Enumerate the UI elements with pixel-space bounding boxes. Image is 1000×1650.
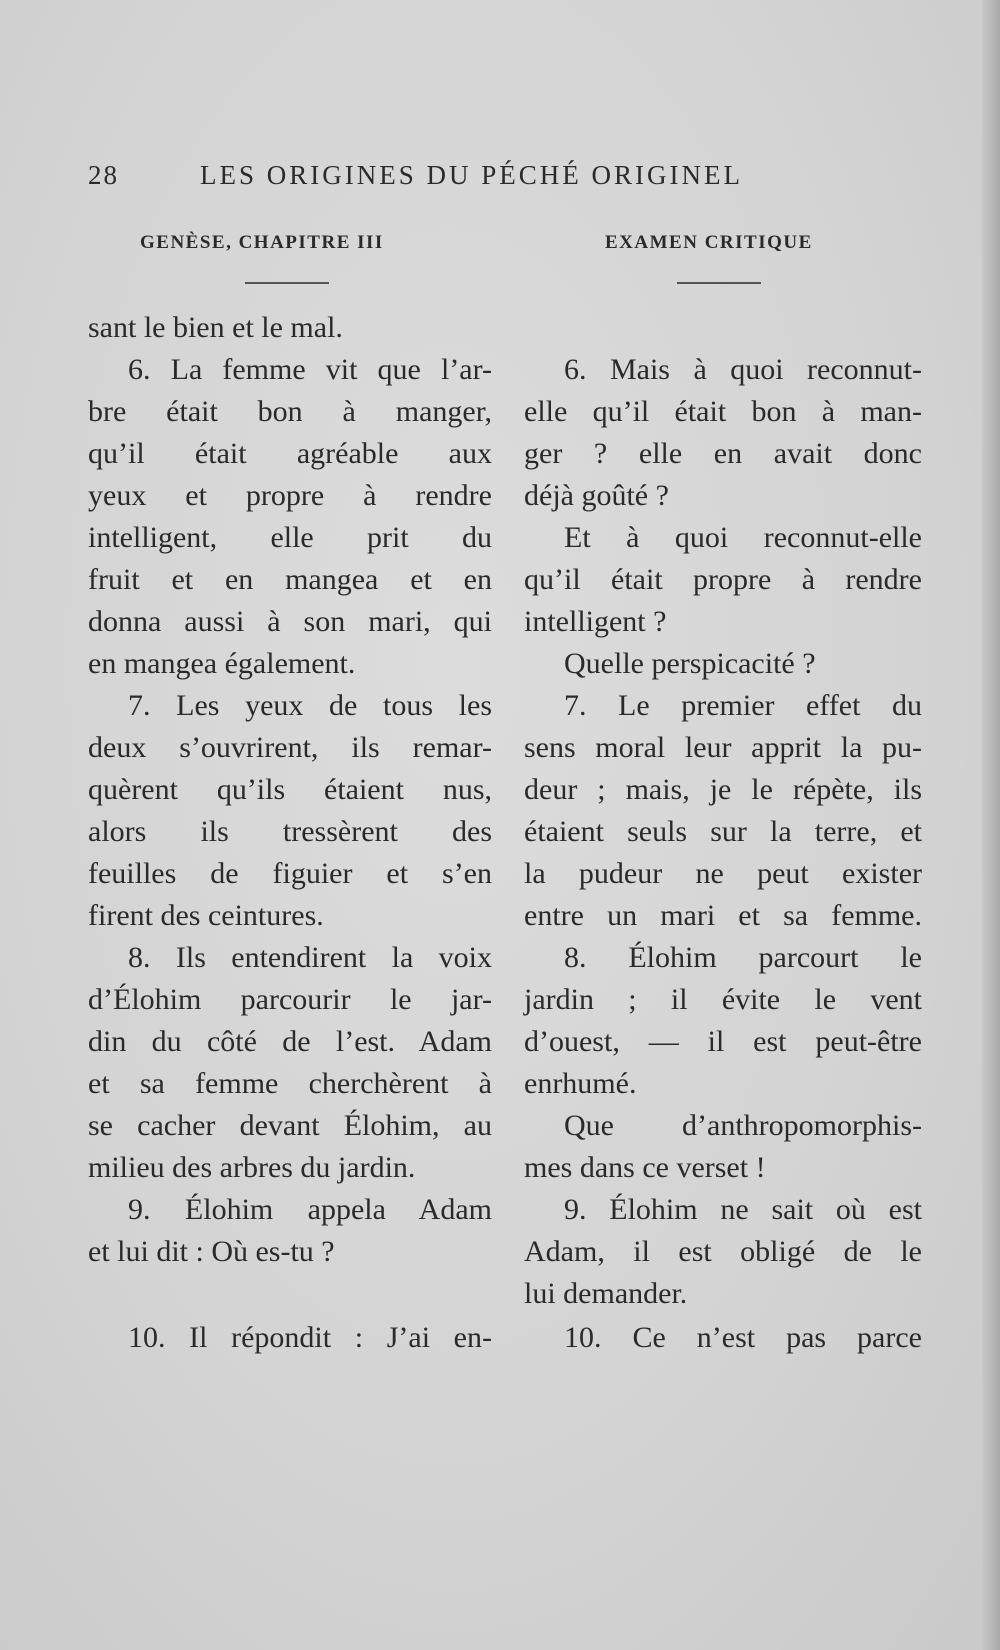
- text-line: enrhumé.: [524, 1067, 637, 1100]
- text-line: 9. Élohim ne sait où est: [564, 1193, 922, 1226]
- running-title: LES ORIGINES DU PÉCHÉ ORIGINEL: [200, 160, 743, 190]
- text-line: firent des ceintures.: [88, 899, 324, 932]
- text-line: Que d’anthropomorphis-: [564, 1109, 922, 1142]
- text-line: bre était bon à manger,: [88, 395, 492, 428]
- text-line: intelligent, elle prit du: [88, 521, 492, 554]
- text-line: 8. Ils entendirent la voix: [128, 941, 492, 974]
- text-line: déjà goûté ?: [524, 479, 669, 512]
- page-edge: [982, 0, 1000, 1650]
- page-number: 28: [88, 160, 119, 190]
- text-line: 10. Il répondit : J’ai en-: [128, 1321, 492, 1354]
- text-line: donna aussi à son mari, qui: [88, 605, 492, 638]
- text-line: deux s’ouvrirent, ils remar-: [88, 731, 492, 764]
- running-head: [88, 160, 808, 200]
- text-line: et sa femme cherchèrent à: [88, 1067, 492, 1100]
- text-line: 7. Les yeux de tous les: [128, 689, 492, 722]
- text-line: intelligent ?: [524, 605, 667, 638]
- text-line: 9. Élohim appela Adam: [128, 1193, 492, 1226]
- text-line: mes dans ce verset !: [524, 1151, 766, 1184]
- text-line: Quelle perspicacité ?: [564, 647, 816, 680]
- text-line: yeux et propre à rendre: [88, 479, 492, 512]
- text-line: Et à quoi reconnut-elle: [564, 521, 922, 554]
- text-line: 7. Le premier effet du: [564, 689, 922, 722]
- text-line: d’ouest, — il est peut-être: [524, 1025, 922, 1058]
- text-line: alors ils tressèrent des: [88, 815, 492, 848]
- text-line: Adam, il est obligé de le: [524, 1235, 922, 1268]
- text-line: sant le bien et le mal.: [88, 311, 343, 344]
- text-line: elle qu’il était bon à man-: [524, 395, 922, 428]
- text-line: et lui dit : Où es-tu ?: [88, 1235, 335, 1268]
- text-line: lui demander.: [524, 1277, 688, 1310]
- text-line: d’Élohim parcourir le jar-: [88, 983, 492, 1016]
- text-line: qu’il était agréable aux: [88, 437, 492, 470]
- text-line: en mangea également.: [88, 647, 356, 680]
- text-line: étaient seuls sur la terre, et: [524, 815, 922, 848]
- text-line: din du côté de l’est. Adam: [88, 1025, 492, 1058]
- right-column-heading: EXAMEN CRITIQUE: [605, 232, 813, 253]
- text-line: 10. Ce n’est pas parce: [564, 1321, 922, 1354]
- text-line: fruit et en mangea et en: [88, 563, 492, 596]
- text-line: 8. Élohim parcourt le: [564, 941, 922, 974]
- text-line: 6. Mais à quoi reconnut-: [564, 353, 922, 386]
- text-line: la pudeur ne peut exister: [524, 857, 922, 890]
- text-line: deur ; mais, je le répète, ils: [524, 773, 922, 806]
- text-line: quèrent qu’ils étaient nus,: [88, 773, 492, 806]
- text-line: ger ? elle en avait donc: [524, 437, 922, 470]
- text-line: milieu des arbres du jardin.: [88, 1151, 416, 1184]
- left-heading-rule: [245, 282, 329, 284]
- text-line: entre un mari et sa femme.: [524, 899, 922, 932]
- text-line: se cacher devant Élohim, au: [88, 1109, 492, 1142]
- text-line: feuilles de figuier et s’en: [88, 857, 492, 890]
- left-column-heading: GENÈSE, CHAPITRE III: [140, 232, 384, 253]
- text-line: qu’il était propre à rendre: [524, 563, 922, 596]
- text-line: sens moral leur apprit la pu-: [524, 731, 922, 764]
- text-line: 6. La femme vit que l’ar-: [128, 353, 492, 386]
- text-line: jardin ; il évite le vent: [524, 983, 922, 1016]
- right-heading-rule: [677, 282, 761, 284]
